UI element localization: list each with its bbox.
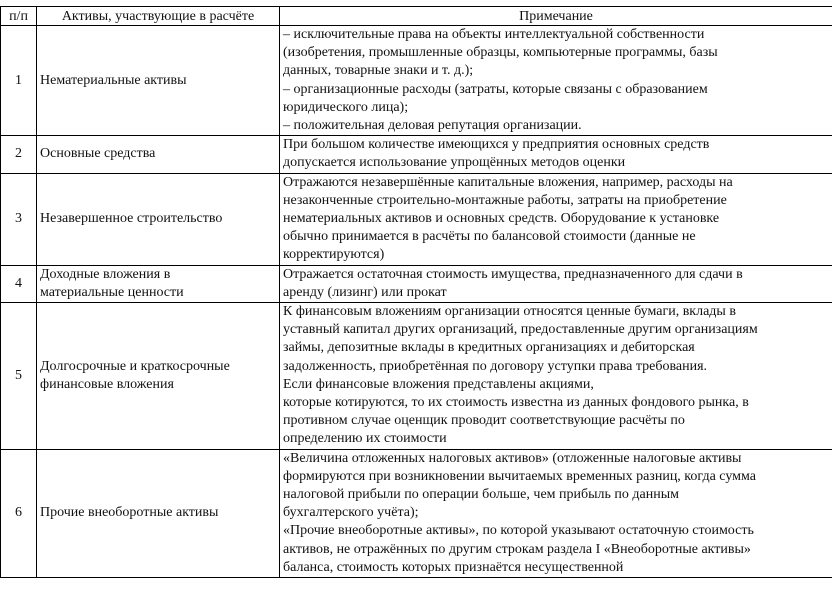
table-row [1, 26, 832, 136]
asset-line: Прочие внеоборотные активы [40, 505, 219, 521]
note-line: аренду (лизинг) или прокат [283, 284, 447, 300]
asset-line: Основные средства [40, 146, 156, 162]
table-row [1, 136, 832, 173]
row-number: 6 [1, 449, 37, 577]
note-line: задолженность, приобретённая по договору уступки права требования. [283, 358, 708, 374]
note-line: активов, не отражённых по другим строкам раздела I «Внеоборотные активы» [283, 541, 751, 557]
note-line: данных, товарные знаки и т. д.); [283, 63, 474, 79]
note-line: При большом количестве имеющихся у предприятия основных средств [283, 137, 710, 153]
table-row [1, 449, 832, 577]
note-line: займы, депозитные вклады в кредитных организациях и дебиторская [283, 340, 695, 356]
asset-cell [37, 173, 280, 265]
note-cell [280, 265, 832, 302]
note-line: определению их стоимости [283, 431, 447, 447]
asset-line: финансовые вложения [40, 376, 174, 392]
row-number: 5 [1, 303, 37, 450]
note-line: «Величина отложенных налоговых активов» (отложенные налоговые активы [283, 450, 742, 466]
note-line: нематериальных активов и основных средств. Оборудование к установке [283, 211, 720, 227]
header-row [1, 7, 832, 26]
asset-line: Нематериальные активы [40, 72, 187, 88]
asset-cell [37, 449, 280, 577]
asset-cell [37, 26, 280, 136]
asset-cell [37, 303, 280, 450]
note-cell [280, 26, 832, 136]
row-number: 2 [1, 136, 37, 173]
header-num: п/п [1, 7, 37, 26]
asset-line: Незавершенное строительство [40, 211, 223, 227]
note-line: налоговой прибыли по операции больше, чем прибыль по данным [283, 487, 679, 503]
note-line: бухгалтерского учёта); [283, 505, 419, 521]
note-line: (изобретения, промышленные образцы, компьютерные программы, базы [283, 45, 718, 61]
note-line: – организационные расходы (затраты, которые связаны с образованием [283, 81, 708, 97]
note-line: формируются при возникновении вычитаемых временных разниц, когда сумма [283, 468, 756, 484]
note-line: допускается использование упрощённых методов оценки [283, 155, 626, 171]
note-cell [280, 303, 832, 450]
note-line: обычно принимается в расчёты по балансовой стоимости (данные не [283, 229, 696, 245]
note-line: Отражаются незавершённые капитальные вложения, например, расходы на [283, 174, 733, 190]
asset-cell [37, 265, 280, 302]
asset-cell [37, 136, 280, 173]
assets-table [0, 6, 832, 578]
asset-line: Доходные вложения в [40, 266, 171, 282]
note-line: Отражается остаточная стоимость имущества, предназначенного для сдачи в [283, 266, 743, 282]
note-line: К финансовым вложениям организации относятся ценные бумаги, вклады в [283, 304, 736, 320]
asset-line: материальные ценности [40, 284, 184, 300]
row-number: 3 [1, 173, 37, 265]
note-cell [280, 173, 832, 265]
note-cell [280, 449, 832, 577]
note-line: противном случае оценщик проводит соответствующие расчёты по [283, 413, 685, 429]
note-line: незаконченные строительно-монтажные работы, затраты на приобретение [283, 192, 727, 208]
note-line: – положительная деловая репутация организации. [283, 118, 582, 134]
note-line: уставный капитал других организаций, предоставленные другим организациям [283, 322, 758, 338]
note-line: – исключительные права на объекты интеллектуальной собственности [283, 27, 705, 42]
note-line: корректируются) [283, 247, 385, 263]
header-asset: Активы, участвующие в расчёте [37, 7, 280, 26]
note-line: юридического лица); [283, 99, 409, 115]
note-line: которые котируются, то их стоимость известна из данных фондового рынка, в [283, 395, 749, 411]
table-row [1, 303, 832, 450]
asset-line: Долгосрочные и краткосрочные [40, 358, 230, 374]
note-line: «Прочие внеоборотные активы», по которой указывают остаточную стоимость [283, 523, 754, 539]
table-row [1, 173, 832, 265]
row-number: 1 [1, 26, 37, 136]
row-number: 4 [1, 265, 37, 302]
note-cell [280, 136, 832, 173]
header-note: Примечание [280, 7, 832, 26]
table-row [1, 265, 832, 302]
note-line: баланса, стоимость которых признаётся несущественной [283, 559, 624, 575]
note-line: Если финансовые вложения представлены акциями, [283, 376, 594, 392]
